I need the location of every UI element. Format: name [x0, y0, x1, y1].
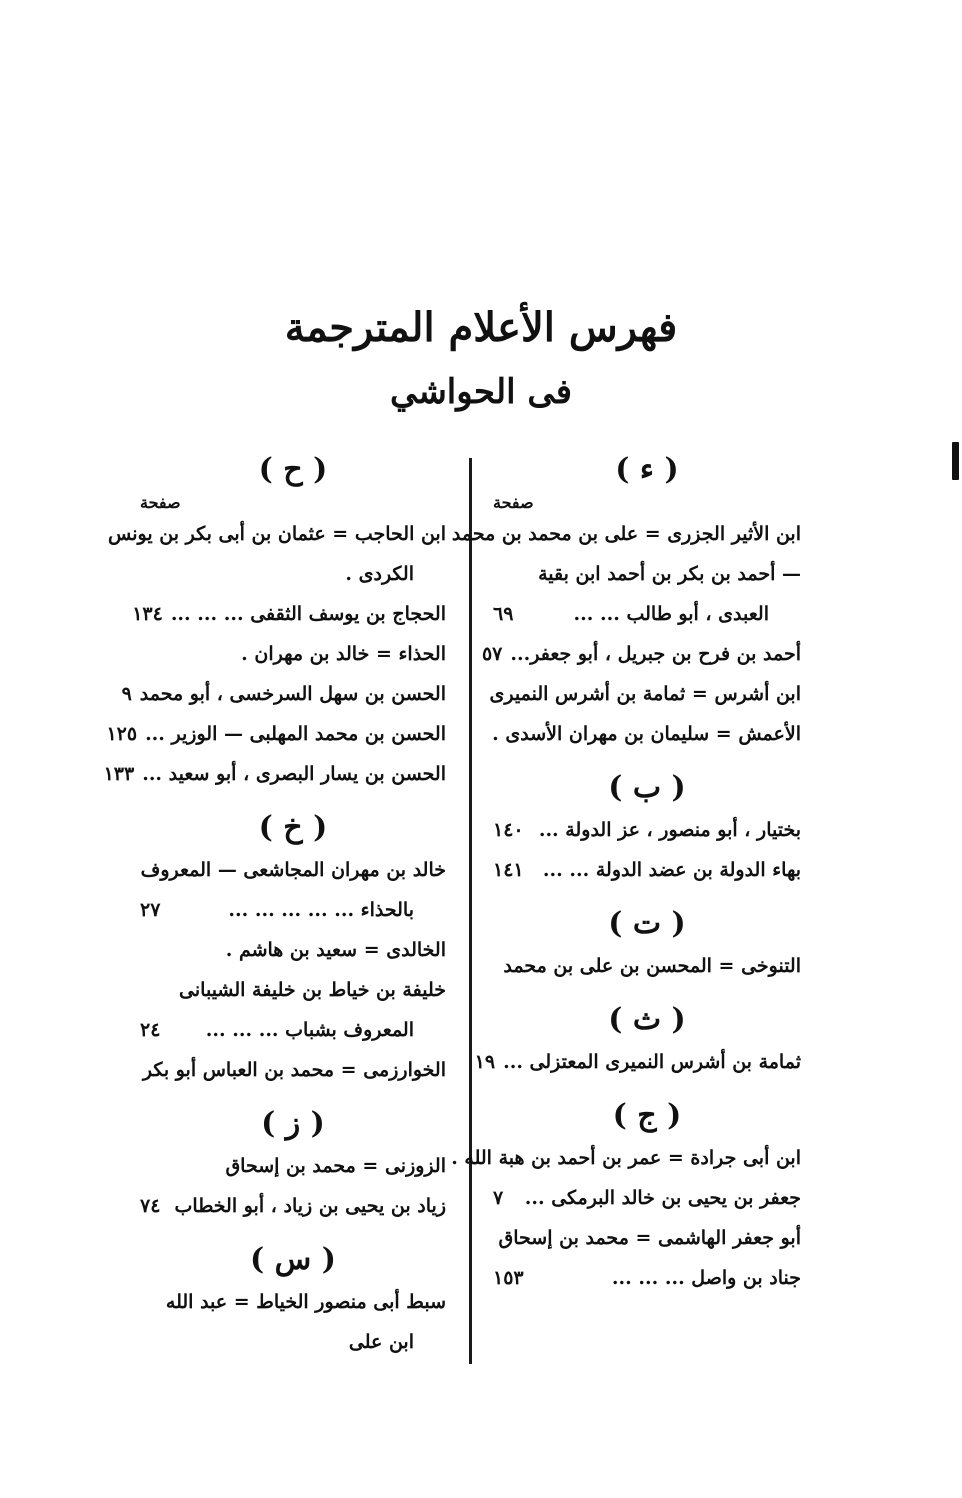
entry-name: بالحذاء ... ... ... ... ... — [228, 899, 414, 921]
entry-page-number: ١٣٤ — [132, 603, 163, 625]
index-column-right — [451, 448, 801, 1298]
section-letter-heading: ( ث ) — [608, 1002, 686, 1037]
index-entry — [132, 594, 446, 634]
entry-name: زياد بن يحيى بن زياد ، أبو الخطاب — [174, 1195, 446, 1217]
entry-page-number: ٥٧ — [481, 643, 503, 665]
entry-name: ابن أبى جرادة = عمر بن أحمد بن هبة الله . — [451, 1147, 801, 1169]
index-entry — [140, 554, 446, 594]
page-edge-mark — [952, 442, 959, 480]
entry-page-number: ١٢٥ — [106, 723, 138, 745]
index-entry — [140, 1146, 446, 1186]
entry-name: الخالدى = سعيد بن هاشم . — [225, 939, 446, 961]
entry-name: ابن الأثير الجزرى = على بن محمد بن محمد — [451, 523, 801, 545]
index-section — [474, 998, 801, 1082]
index-entry — [140, 970, 446, 1010]
section-letter-heading: ( ج ) — [612, 1098, 682, 1133]
section-letter-heading: ( ز ) — [261, 1106, 325, 1141]
entry-name: ابن على — [348, 1331, 414, 1353]
section-letter-heading: ( ء ) — [615, 452, 679, 487]
index-section — [451, 1094, 801, 1298]
index-entry — [140, 1050, 446, 1090]
entry-name: جناد بن واصل ... ... ... — [611, 1267, 801, 1289]
index-entry — [481, 634, 801, 674]
entry-name: سبط أبى منصور الخياط = عبد الله — [165, 1291, 446, 1313]
index-section — [140, 806, 446, 1090]
index-entry — [493, 1218, 801, 1258]
index-entry — [493, 850, 801, 890]
page-subtitle: فى الحواشي — [389, 372, 573, 412]
entry-name: جعفر بن يحيى بن خالد البرمكى ... — [524, 1187, 801, 1209]
index-entry — [493, 594, 801, 634]
entry-page-number: ١٥٣ — [493, 1267, 524, 1289]
index-entry — [140, 1186, 446, 1226]
entry-page-number: ٧٤ — [140, 1195, 161, 1217]
index-entry — [493, 554, 801, 594]
index-entry — [103, 754, 446, 794]
page-column-label: صفحة — [493, 493, 534, 512]
index-entry — [140, 850, 446, 890]
page-title: فهرس الأعلام المترجمة — [284, 304, 678, 351]
entry-page-number: ١٤٠ — [493, 819, 524, 841]
entry-name: — أحمد بن بكر بن أحمد ابن بقية — [538, 563, 801, 585]
index-entry — [140, 634, 446, 674]
index-entry — [493, 1258, 801, 1298]
index-entry — [140, 1282, 446, 1322]
index-section — [103, 448, 446, 794]
index-entry — [140, 1010, 446, 1050]
index-entry — [493, 946, 801, 986]
index-section — [493, 902, 801, 986]
entry-name: الخوارزمى = محمد بن العباس أبو بكر — [142, 1059, 446, 1081]
index-entry — [489, 674, 801, 714]
entry-page-number: ٩ — [121, 683, 132, 705]
index-section — [493, 766, 801, 890]
index-entry — [493, 714, 801, 754]
section-letter-heading: ( ت ) — [608, 906, 686, 941]
section-letter-heading: ( ح ) — [258, 452, 328, 487]
entry-name: المعروف بشباب ... ... ... — [205, 1019, 414, 1041]
index-entry — [474, 1042, 801, 1082]
entry-name: أحمد بن فرح بن جبريل ، أبو جعفر... — [510, 643, 801, 665]
entry-name: الحسن بن يسار البصرى ، أبو سعيد ... — [142, 763, 446, 785]
index-entry — [451, 1138, 801, 1178]
entry-page-number: ١٩ — [474, 1051, 496, 1073]
entry-name: الأعمش = سليمان بن مهران الأسدى . — [492, 723, 801, 745]
entry-page-number: ١٤١ — [493, 859, 524, 881]
section-letter-heading: ( ب ) — [608, 770, 686, 805]
index-entry — [106, 714, 446, 754]
index-entry — [140, 1322, 446, 1362]
entry-name: الزوزنى = محمد بن إسحاق — [225, 1155, 446, 1177]
entry-name: الحجاج بن يوسف الثقفى ... ... ... — [170, 603, 446, 625]
index-entry — [121, 674, 446, 714]
index-section — [140, 1102, 446, 1226]
entry-page-number: ٢٧ — [140, 899, 161, 921]
index-entry — [493, 810, 801, 850]
index-section — [451, 448, 801, 754]
index-section — [140, 1238, 446, 1362]
entry-page-number: ٦٩ — [493, 603, 514, 625]
index-entry — [108, 514, 446, 554]
entry-name: خالد بن مهران المجاشعى — المعروف — [140, 859, 446, 881]
entry-name: العبدى ، أبو طالب ... ... — [573, 603, 769, 625]
entry-name: الكردى . — [345, 563, 414, 585]
entry-name: بهاء الدولة بن عضد الدولة ... ... — [542, 859, 801, 881]
entry-name: خليفة بن خياط بن خليفة الشيبانى — [179, 979, 446, 1001]
entry-name: الحسن بن محمد المهلبى — الوزير ... — [145, 723, 446, 745]
entry-page-number: ٧ — [493, 1187, 504, 1209]
index-entry — [451, 514, 801, 554]
entry-page-number: ١٣٣ — [103, 763, 135, 785]
entry-name: بختيار ، أبو منصور ، عز الدولة ... — [538, 819, 801, 841]
index-column-left — [103, 448, 446, 1362]
entry-name: الحذاء = خالد بن مهران . — [241, 643, 446, 665]
index-entry — [140, 890, 446, 930]
entry-name: ابن أشرس = ثمامة بن أشرس النميرى — [489, 683, 801, 705]
section-letter-heading: ( س ) — [250, 1242, 336, 1277]
index-entry — [140, 930, 446, 970]
index-entry — [493, 1178, 801, 1218]
entry-name: ثمامة بن أشرس النميرى المعتزلى ... — [503, 1051, 801, 1073]
entry-name: الحسن بن سهل السرخسى ، أبو محمد — [139, 683, 446, 705]
column-divider — [469, 458, 472, 1364]
page-column-label: صفحة — [140, 493, 181, 512]
entry-name: التنوخى = المحسن بن على بن محمد — [503, 955, 801, 977]
entry-name: أبو جعفر الهاشمى = محمد بن إسحاق — [498, 1227, 801, 1249]
entry-name: ابن الحاجب = عثمان بن أبى بكر بن يونس — [108, 523, 446, 545]
section-letter-heading: ( خ ) — [258, 810, 328, 845]
entry-page-number: ٢٤ — [140, 1019, 161, 1041]
